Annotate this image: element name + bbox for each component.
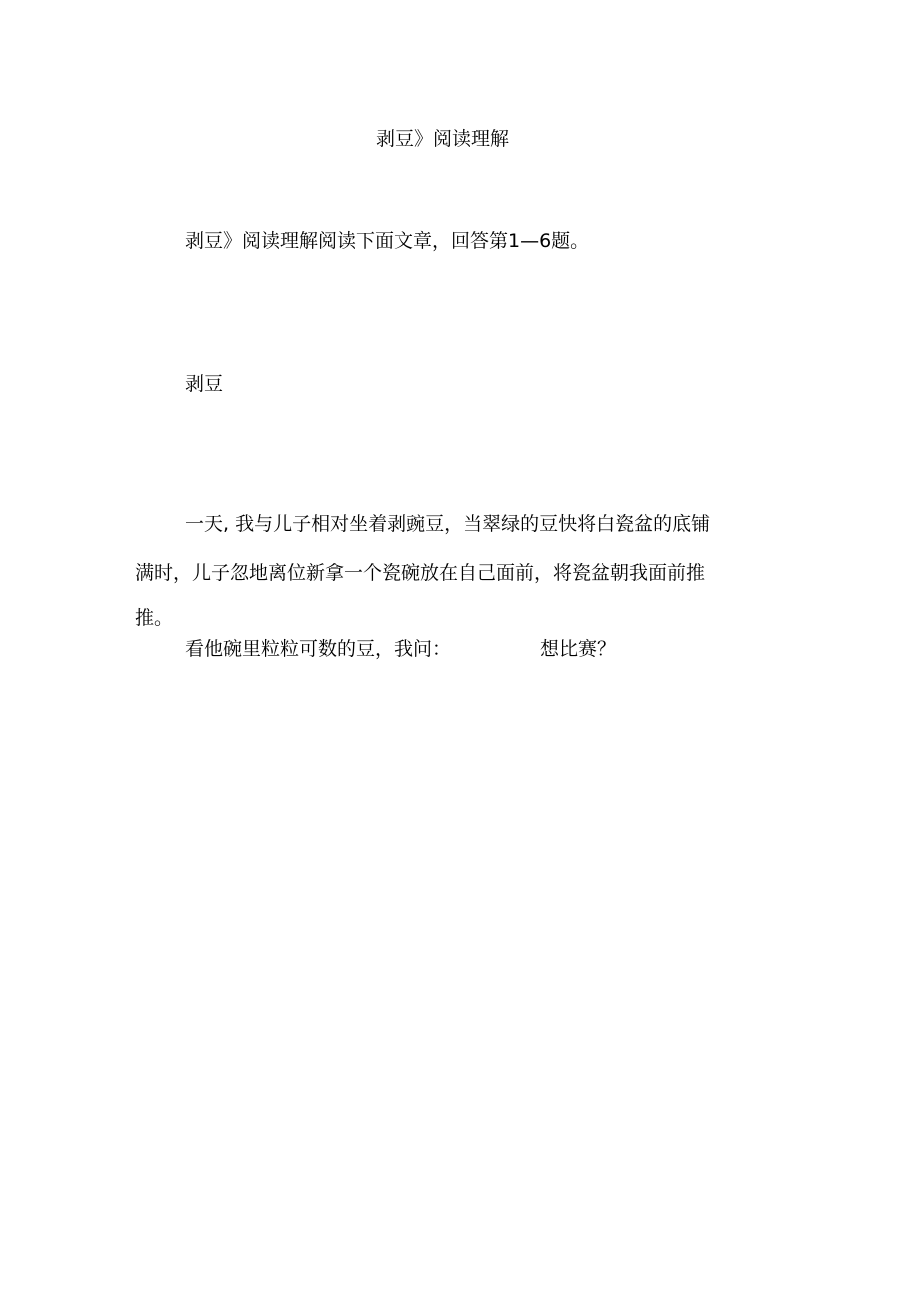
paragraph-2-text: 看他碗里粒粒可数的豆，我问： xyxy=(185,638,452,660)
page-title: 剥豆》阅读理解 xyxy=(376,128,510,150)
intro-text: 剥豆》阅读理解阅读下面文章，回答第1—6题。 xyxy=(185,230,590,252)
paragraph-1-line-2: 满时，儿子忽地离位新拿一个瓷碗放在自己面前，将瓷盆朝我面前推 xyxy=(135,562,706,584)
paragraph-1-line-3: 推。 xyxy=(135,607,174,629)
paragraph-2-question: 想比赛？ xyxy=(540,638,617,660)
paragraph-1-line-1: 一天, 我与儿子相对坐着剥豌豆，当翠绿的豆快将白瓷盆的底铺 xyxy=(185,513,711,535)
article-heading: 剥豆 xyxy=(185,373,224,395)
